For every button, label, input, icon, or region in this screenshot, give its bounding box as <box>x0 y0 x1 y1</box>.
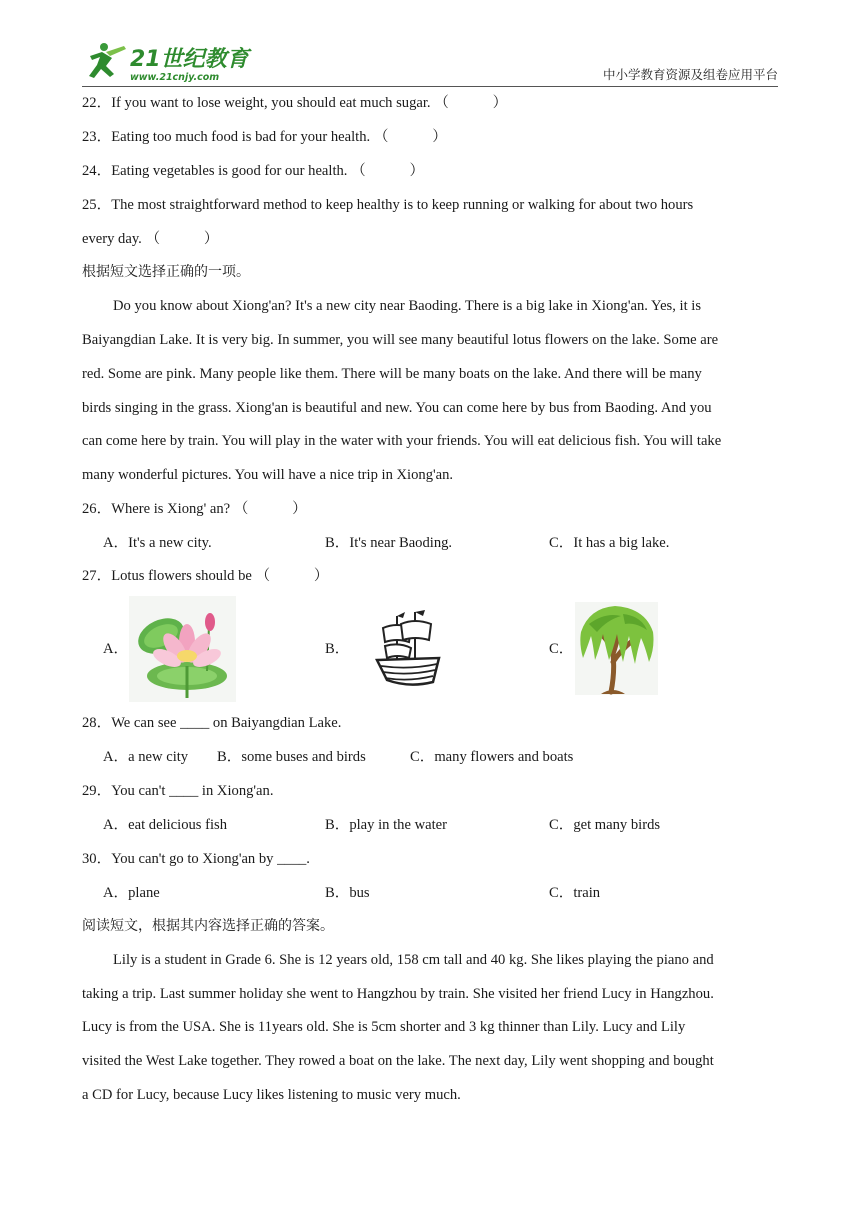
question-25-cont: every day. （ ） <box>82 231 219 247</box>
option-a: A．It's a new city. <box>103 535 212 551</box>
option-c: C．It has a big lake. <box>549 535 670 551</box>
willow-tree-image <box>575 602 658 695</box>
passage2-line: Lily is a student in Grade 6. She is 12 years old, 158 cm tall and 40 kg. She likes playing the piano and <box>113 952 714 968</box>
passage2-line: a CD for Lucy, because Lucy likes listening to music very much. <box>82 1087 461 1103</box>
question-26: 26．Where is Xiong' an? （ ） <box>82 501 307 517</box>
option-a: A．a new city <box>103 749 189 765</box>
header-divider <box>82 86 778 87</box>
passage1-line: can come here by train. You will play in the water with your friends. You will eat delicious fish. You will take <box>82 433 722 449</box>
passage2-line: visited the West Lake together. They rowed a boat on the lake. The next day, Lily went shopping and bought <box>82 1053 714 1069</box>
passage1-line: birds singing in the grass. Xiong'an is beautiful and new. You can come here by bus from Baoding. And you <box>82 400 712 416</box>
option-b: B．It's near Baoding. <box>325 535 453 551</box>
question-27: 27．Lotus flowers should be （ ） <box>82 568 329 584</box>
svg-text:21世纪教育: 21世纪教育 <box>130 47 249 72</box>
page-header <box>82 38 778 88</box>
passage1-line: Baiyangdian Lake. It is very big. In summer, you will see many beautiful lotus flowers on the lake. Some are <box>82 332 719 348</box>
svg-text:www.21cnjy.com: www.21cnjy.com <box>130 72 220 83</box>
passage2-line: Lucy is from the USA. She is 11years old. She is 5cm shorter and 3 kg thinner than Lily. Lucy and Lily <box>82 1019 686 1035</box>
option-b: B．play in the water <box>325 817 447 833</box>
option-c: C． <box>549 641 574 657</box>
option-c: C．train <box>549 885 601 901</box>
sailing-ship-image <box>375 608 445 688</box>
passage1-line: Do you know about Xiong'an? It's a new city near Baoding. There is a big lake in Xiong'an. Yes, it is <box>113 298 702 314</box>
question-25: 25．The most straightforward method to keep healthy is to keep running or walking for about two hours <box>82 197 694 213</box>
question-22: 22．If you want to lose weight, you should eat much sugar. （ ） <box>82 95 508 111</box>
option-b: B．some buses and birds <box>217 749 366 765</box>
question-30: 30．You can't go to Xiong'an by ____. <box>82 851 310 867</box>
passage1-line: many wonderful pictures. You will have a nice trip in Xiong'an. <box>82 467 454 483</box>
logo <box>82 40 252 84</box>
passage1-line: red. Some are pink. Many people like them. There will be many boats on the lake. And there will be many <box>82 366 702 382</box>
question-23: 23．Eating too much food is bad for your health. （ ） <box>82 129 447 145</box>
question-24: 24．Eating vegetables is good for our health. （ ） <box>82 163 425 179</box>
lotus-flower-image <box>129 596 236 702</box>
section1-instruction: 根据短文选择正确的一项。 <box>82 264 250 280</box>
question-28: 28．We can see ____ on Baiyangdian Lake. <box>82 715 342 731</box>
option-a: A．eat delicious fish <box>103 817 228 833</box>
option-a: A． <box>103 641 129 657</box>
option-b: B． <box>325 641 350 657</box>
runner-icon <box>89 43 126 78</box>
option-b: B．bus <box>325 885 370 901</box>
platform-name: 中小学教育资源及组卷应用平台 <box>602 67 778 82</box>
question-29: 29．You can't ____ in Xiong'an. <box>82 783 274 799</box>
passage2-line: taking a trip. Last summer holiday she went to Hangzhou by train. She visited her friend Lucy in Hangzhou. <box>82 986 714 1002</box>
option-c: C．many flowers and boats <box>410 749 574 765</box>
option-c: C．get many birds <box>549 817 661 833</box>
option-a: A．plane <box>103 885 160 901</box>
section2-instruction: 阅读短文，根据其内容选择正确的答案。 <box>82 918 334 934</box>
